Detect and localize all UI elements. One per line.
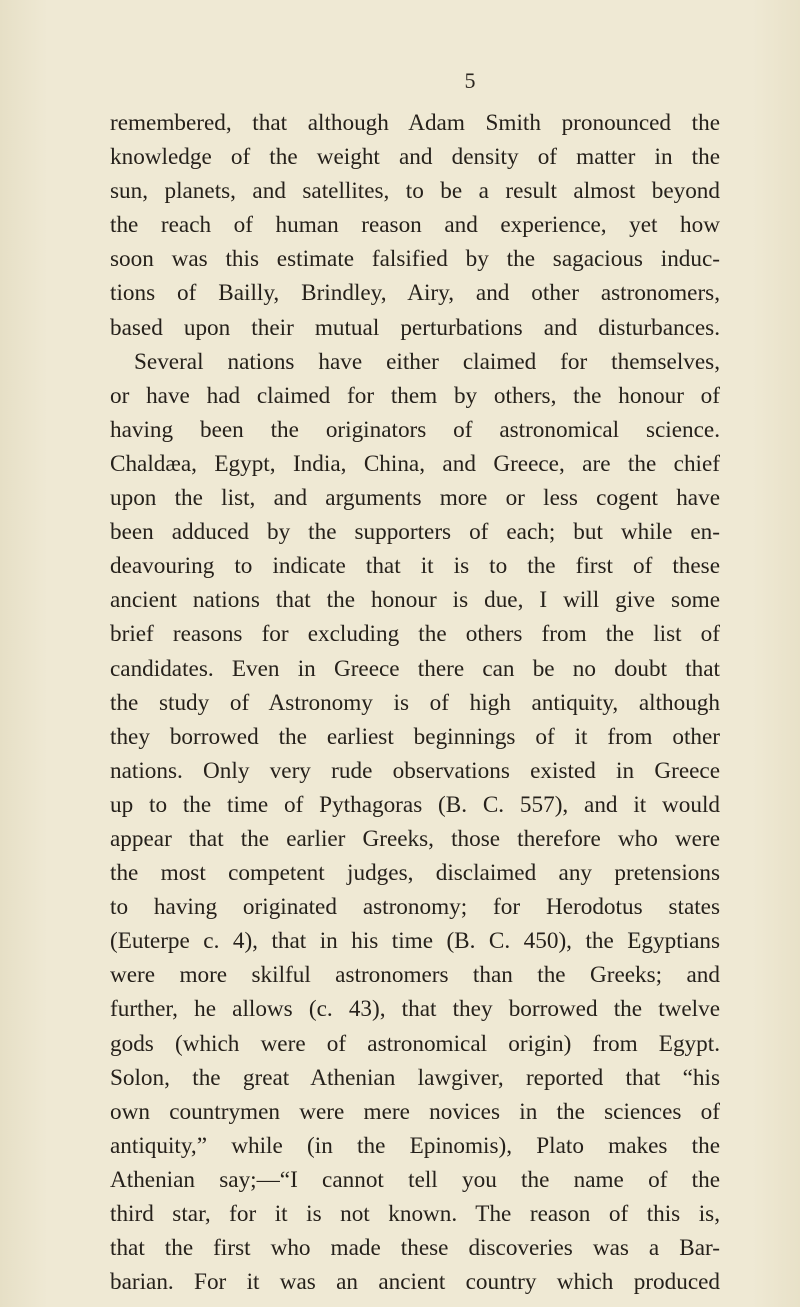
text-line: barian. For it was an ancient country which produced: [110, 1269, 720, 1296]
page-number: 5: [464, 68, 476, 93]
text-line: nations. Only very rude observations existed in Greece: [110, 757, 720, 784]
text-line: tions of Bailly, Brindley, Airy, and other astronomers,: [110, 280, 720, 307]
text-line: based upon their mutual perturbations and disturbances.: [110, 314, 720, 341]
text-line: upon the list, and arguments more or less cogent have: [110, 485, 720, 512]
text-line: deavouring to indicate that it is to the first of these: [110, 553, 720, 580]
text-line: remembered, that although Adam Smith pronounced the: [110, 110, 720, 136]
text-line: (Euterpe c. 4), that in his time (B. C. 450), the Egyptians: [110, 928, 720, 955]
text-line: sun, planets, and satellites, to be a result almost beyond: [110, 178, 720, 205]
body-text: [110, 106, 720, 1299]
text-line: Athenian say;—“I cannot tell you the name of the: [110, 1166, 720, 1193]
text-line: Several nations have either claimed for themselves,: [134, 348, 720, 375]
text-line: knowledge of the weight and density of matter in the: [110, 144, 720, 171]
text-line: that the first who made these discoveries was a Bar-: [110, 1235, 720, 1262]
text-line: Solon, the great Athenian lawgiver, reported that “his: [110, 1064, 720, 1091]
text-line: they borrowed the earliest beginnings of it from other: [110, 723, 720, 750]
text-line: having been the originators of astronomical science.: [110, 416, 720, 443]
text-line: antiquity,” while (in the Epinomis), Plato makes the: [110, 1132, 720, 1159]
text-line: appear that the earlier Greeks, those therefore who were: [110, 825, 720, 852]
text-line: brief reasons for excluding the others from the list of: [110, 621, 720, 648]
text-line: been adduced by the supporters of each; but while en-: [110, 519, 720, 546]
text-line: or have had claimed for them by others, the honour of: [110, 382, 720, 409]
text-line: candidates. Even in Greece there can be no doubt that: [110, 655, 720, 682]
text-line: were more skilful astronomers than the Greeks; and: [110, 962, 720, 989]
text-line: the study of Astronomy is of high antiquity, although: [110, 689, 720, 716]
text-line: the reach of human reason and experience, yet how: [110, 212, 720, 239]
text-line: to having originated astronomy; for Herodotus states: [110, 894, 720, 921]
text-line: own countrymen were mere novices in the sciences of: [110, 1098, 720, 1125]
text-line: the most competent judges, disclaimed any pretensions: [110, 860, 720, 887]
text-line: gods (which were of astronomical origin) from Egypt.: [110, 1030, 720, 1057]
text-line: third star, for it is not known. The reason of this is,: [110, 1201, 720, 1227]
text-line: soon was this estimate falsified by the sagacious induc-: [110, 246, 720, 273]
text-line: ancient nations that the honour is due, I will give some: [110, 587, 720, 614]
text-line: Chaldæa, Egypt, India, China, and Greece, are the chief: [110, 450, 720, 477]
text-line: up to the time of Pythagoras (B. C. 557), and it would: [110, 791, 720, 818]
text-line: further, he allows (c. 43), that they borrowed the twelve: [110, 996, 720, 1023]
